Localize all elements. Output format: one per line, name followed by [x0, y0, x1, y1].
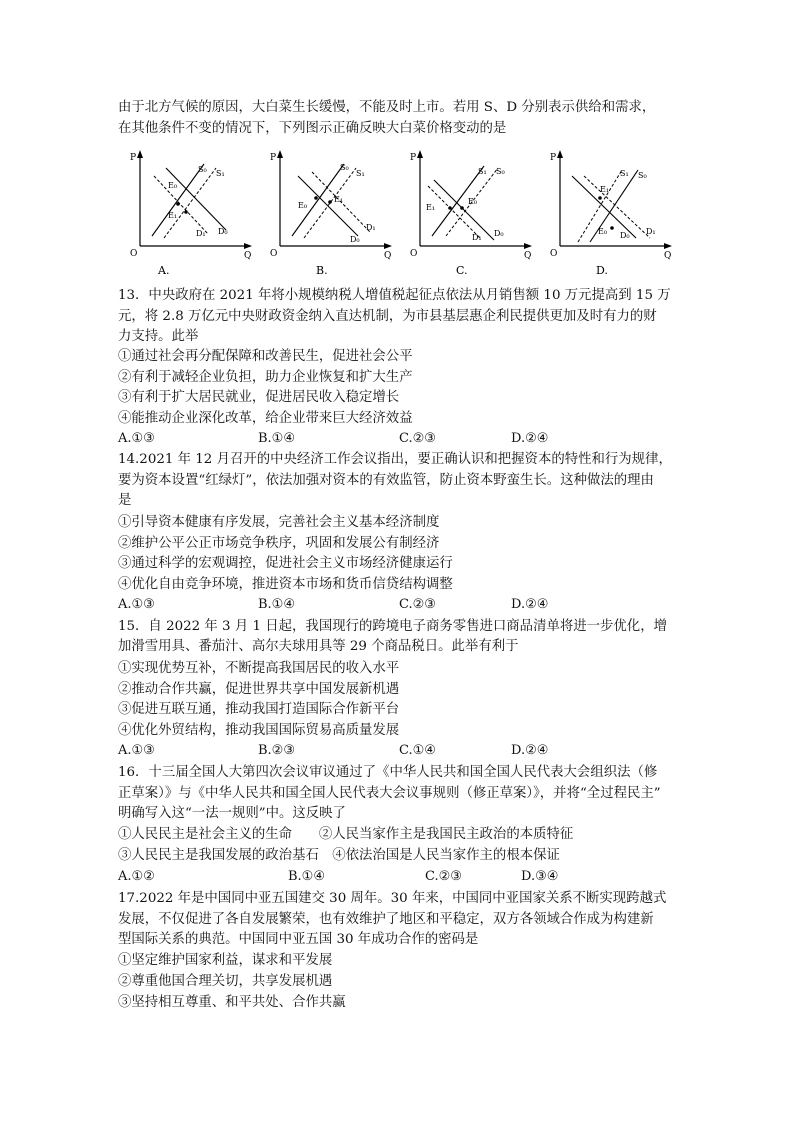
q15-option-b: B.②③: [258, 743, 295, 758]
graph-a-origin: O: [130, 249, 138, 259]
graph-d: [538, 146, 678, 280]
graph-b-svg: [258, 146, 398, 280]
q14-item-2: ②维护公平公正市场竞争秩序，巩固和发展公有制经济: [118, 536, 440, 551]
q17-stem-line-1: 17.2022 年是中国同中亚五国建交 30 周年。30 年来，中国同中亚国家关系不断实现跨越式: [118, 891, 667, 906]
q17-stem-line-3: 型国际关系的典范。中国同中亚五国 30 年成功合作的密码是: [118, 932, 479, 947]
graph-c: [398, 146, 538, 280]
graph-c-label-2: S₀: [496, 167, 505, 176]
graph-b-origin: O: [270, 249, 278, 259]
q15-stem-line-2: 加滑雪用具、番茄汁、高尔夫球用具等 29 个商品税日。此举有利于: [118, 639, 519, 654]
q16-options: [118, 867, 678, 887]
graph-a-axis-q: Q: [244, 251, 252, 261]
q17-item-2: ②尊重他国合理关切，共享发展机遇: [118, 974, 333, 989]
graph-c-label-5: D₁: [472, 233, 482, 242]
graph-d-label-3: E₁: [600, 185, 610, 194]
q13-stem-line-2: 元，将 2.8 万亿元中央财政资金纳入直达机制，为市县基层惠企利民提供更加及时有力的财: [118, 309, 657, 324]
q13-item-3: ③有利于扩大居民就业，促进居民收入稳定增长: [118, 390, 400, 405]
q14-option-d: D.②④: [511, 597, 549, 612]
graph-c-label-1: S₁: [478, 167, 487, 176]
q14-stem-line-2: 要为资本设置“红绿灯”，依法加强对资本的有效监管，防止资本野蛮生长。这种做法的理由: [118, 473, 654, 488]
graph-a-label-2: S₀: [198, 165, 207, 174]
q15-option-d: D.②④: [511, 743, 549, 758]
graph-c-label-4: E₀: [468, 197, 478, 206]
q15-item-4: ④优化外贸结构，推动我国国际贸易高质量发展: [118, 723, 400, 738]
graph-b-axis-q: Q: [384, 251, 392, 261]
graph-a-axis-p: P: [130, 153, 137, 163]
graph-d-label-4: E₀: [598, 227, 608, 236]
q15-item-1: ①实现优势互补，不断提高我国居民的收入水平: [118, 661, 400, 676]
graph-d-svg: [538, 146, 678, 280]
q14-option-b: B.①④: [258, 597, 295, 612]
q13-option-a: A.①③: [118, 431, 155, 446]
q14-item-1: ①引导资本健康有序发展，完善社会主义基本经济制度: [118, 515, 440, 530]
q15-item-3: ③促进互联互通，推动我国打造国际合作新平台: [118, 702, 400, 717]
q13-item-1: ①通过社会再分配保障和改善民生，促进社会公平: [118, 349, 413, 364]
graph-c-letter: C.: [456, 264, 468, 277]
graph-d-letter: D.: [596, 264, 608, 277]
graph-b-label-3: E₀: [298, 201, 308, 210]
graph-a-label-1: E₀: [168, 181, 178, 190]
graph-d-axis-p: P: [550, 153, 557, 163]
q16-option-a: A.①②: [118, 869, 155, 884]
graph-c-label-3: E₁: [426, 203, 436, 212]
graph-b-label-6: D₀: [350, 235, 360, 244]
graph-d-origin: O: [550, 249, 558, 259]
graph-b-letter: B.: [316, 264, 328, 277]
graph-a: [118, 146, 258, 280]
graph-a-svg: [118, 146, 258, 280]
graph-c-origin: O: [410, 249, 418, 259]
q15-options: [118, 741, 678, 761]
q14-options: [118, 595, 678, 615]
q13-item-2: ②有利于减轻企业负担，助力企业恢复和扩大生产: [118, 370, 413, 385]
q16-item-2: ③人民民主是我国发展的政治基石 ④依法治国是人民当家作主的根本保证: [118, 848, 560, 863]
graph-d-label-2: S₀: [638, 171, 647, 180]
q13-stem-line-1: 13．中央政府在 2021 年将小规模纳税人增值税起征点依法从月销售额 10 万元提高到 15 万: [118, 288, 671, 303]
q14-option-c: C.②③: [399, 597, 436, 612]
graph-d-label-5: D₀: [620, 231, 630, 240]
q16-stem-line-3: 明确写入这“一法一规则”中。这反映了: [118, 806, 346, 821]
q17-stem-line-2: 发展，不仅促进了各自发展繁荣，也有效维护了地区和平稳定，双方各领域合作成为构建新: [118, 912, 654, 927]
q12-stem-line-2: 在其他条件不变的情况下，下列图示正确反映大白菜价格变动的是: [118, 121, 507, 136]
q17-item-3: ③坚持相互尊重、和平共处、合作共赢: [118, 995, 346, 1010]
q13-option-c: C.②③: [399, 431, 436, 446]
q13-item-4: ④能推动企业深化改革，给企业带来巨大经济效益: [118, 411, 413, 426]
q15-item-2: ②推动合作共赢，促进世界共享中国发展新机遇: [118, 682, 400, 697]
q16-stem-line-2: 正草案）》与《中华人民共和国全国人民代表大会议事规则（修正草案）》，并将“全过程民主”: [118, 786, 661, 801]
graph-b-label-4: E₁: [334, 195, 344, 204]
q16-item-1: ①人民民主是社会主义的生命 ②人民当家作主是我国民主政治的本质特征: [118, 827, 574, 842]
q17-item-1: ①坚定维护国家利益，谋求和平发展: [118, 953, 333, 968]
q16-option-d: D.③④: [521, 869, 559, 884]
graph-d-label-6: D₁: [646, 227, 656, 236]
graph-b-label-2: S₁: [356, 169, 365, 178]
q15-stem-line-1: 15．自 2022 年 3 月 1 日起，我国现行的跨境电子商务零售进口商品清单将进一步优化，增: [118, 619, 667, 634]
q13-option-d: D.②④: [511, 431, 549, 446]
q16-option-c: C.②③: [425, 869, 462, 884]
q14-option-a: A.①③: [118, 597, 155, 612]
q14-item-4: ④优化自由竞争环境，推进资本市场和货币信贷结构调整: [118, 577, 453, 592]
q16-stem-line-1: 16．十三届全国人大第四次会议审议通过了《中华人民共和国全国人民代表大会组织法（修: [118, 765, 658, 780]
q14-stem-line-1: 14.2021 年 12 月召开的中央经济工作会议指出，要正确认识和把握资本的特性和行为规律，: [118, 452, 672, 467]
graph-b: [258, 146, 398, 280]
graph-a-letter: A.: [158, 264, 170, 277]
graph-d-label-1: S₁: [620, 169, 629, 178]
graph-b-axis-p: P: [270, 153, 277, 163]
q13-options: [118, 429, 678, 449]
graph-b-label-1: S₀: [340, 163, 349, 172]
graph-c-label-6: D₀: [494, 229, 504, 238]
q14-item-3: ③通过科学的宏观调控，促进社会主义市场经济健康运行: [118, 556, 453, 571]
q13-stem-line-3: 力支持。此举: [118, 329, 199, 344]
q16-option-b: B.①④: [288, 869, 325, 884]
supply-demand-graphs: [118, 146, 678, 280]
graph-c-axis-p: P: [410, 153, 417, 163]
q14-stem-line-3: 是: [118, 493, 132, 508]
q15-option-a: A.①③: [118, 743, 155, 758]
graph-d-axis-q: Q: [664, 251, 672, 261]
q13-option-b: B.①④: [258, 431, 295, 446]
q15-option-c: C.①④: [399, 743, 436, 758]
graph-a-label-6: D₁: [196, 229, 206, 238]
graph-c-axis-q: Q: [524, 251, 532, 261]
graph-c-svg: [398, 146, 538, 280]
graph-a-label-4: E₁: [168, 211, 178, 220]
q12-stem-line-1: 由于北方气候的原因，大白菜生长缓慢，不能及时上市。若用 S、D 分别表示供给和需求，: [118, 100, 656, 115]
graph-b-label-5: D₁: [366, 223, 376, 232]
graph-a-label-3: S₁: [216, 169, 225, 178]
graph-a-label-5: D₀: [218, 227, 228, 236]
